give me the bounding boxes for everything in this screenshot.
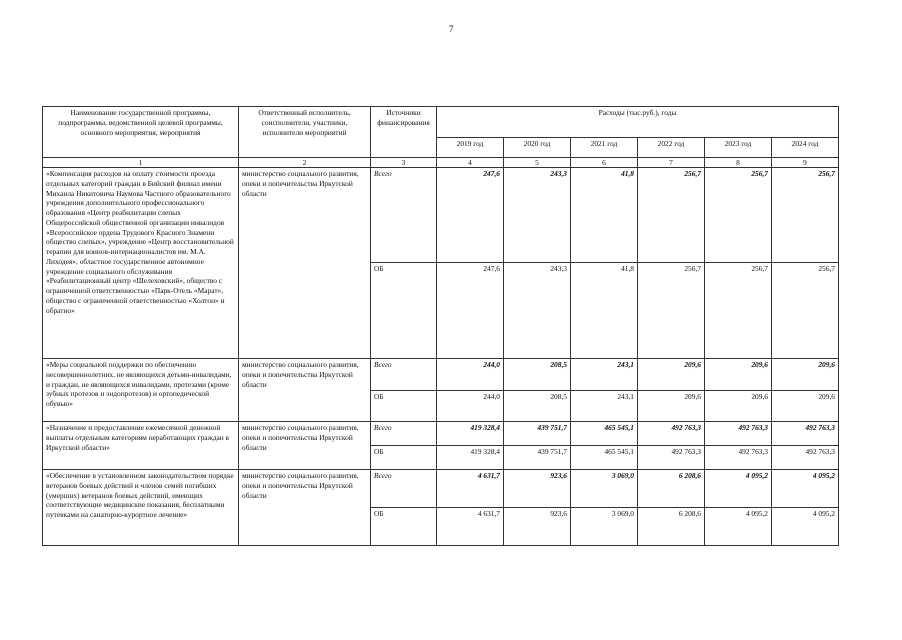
- ob-value: 256,7: [772, 263, 839, 359]
- column-number: 9: [772, 158, 839, 168]
- header-year: 2024 год: [772, 138, 839, 158]
- ob-value: 209,6: [772, 391, 839, 422]
- total-value: 256,7: [772, 168, 839, 263]
- expenses-table: [42, 106, 839, 546]
- total-value: 4 095,2: [772, 470, 839, 508]
- activity-name: «Меры социальной поддержки по обеспечению несовершеннолетних, не являющихся детьми-инвалидами, и граждан, не являющихся инвалидами, протезами (кроме зубных протезов и эндопротезов) и ортопедической обувью»: [43, 359, 239, 422]
- total-value: 256,7: [705, 168, 772, 263]
- table-row: [43, 168, 839, 263]
- header-name: Наименование государственной программы, подпрограммы, ведомственной целевой программы, основного мероприятия, мероприятия: [43, 107, 239, 158]
- ob-value: 492 763,3: [772, 446, 839, 470]
- header-year: 2023 год: [705, 138, 772, 158]
- source-total-label: Всего: [371, 168, 437, 263]
- table-row: [43, 422, 839, 446]
- ob-value: 3 069,0: [571, 508, 638, 546]
- source-ob-label: ОБ: [371, 391, 437, 422]
- ob-value: 923,6: [504, 508, 571, 546]
- ob-value: 492 763,3: [638, 446, 705, 470]
- column-number: 6: [571, 158, 638, 168]
- total-value: 6 208,6: [638, 470, 705, 508]
- column-numbers-row: [43, 158, 839, 168]
- executor-name: министерство социального развития, опеки и попечительства Иркутской области: [239, 168, 371, 359]
- total-value: 439 751,7: [504, 422, 571, 446]
- page-number: 7: [449, 24, 454, 34]
- activity-name: «Компенсация расходов на оплату стоимости проезда отдельных категорий граждан в Бийский филиал имени Михаила Никитовича Наумова Частного образовательного учреждения дополнительного профессионального образования «Центр реабилитации слепых Общероссийской общественной организации инвалидов «Всероссийское ордена Трудового Красного Знамени общество слепых», учреждение «Центр восстановительной терапии для воинов-интернационалистов им. М.А. Лиходея», областное государственное автономное учреждение социального обслуживания «Реабилитационный центр «Шелеховский», общество с ограниченной ответственностью «Парк-Отель «Марат», общество с ограниченной ответственностью «Холтон» и обратно»: [43, 168, 239, 359]
- column-number: 5: [504, 158, 571, 168]
- total-value: 465 545,1: [571, 422, 638, 446]
- source-total-label: Всего: [371, 470, 437, 508]
- executor-name: министерство социального развития, опеки и попечительства Иркутской области: [239, 359, 371, 422]
- total-value: 256,7: [638, 168, 705, 263]
- source-ob-label: ОБ: [371, 446, 437, 470]
- column-number: 4: [437, 158, 504, 168]
- total-value: 208,5: [504, 359, 571, 391]
- total-value: 4 095,2: [705, 470, 772, 508]
- total-value: 244,0: [437, 359, 504, 391]
- column-number: 1: [43, 158, 239, 168]
- total-value: 419 328,4: [437, 422, 504, 446]
- column-number: 8: [705, 158, 772, 168]
- ob-value: 4 631,7: [437, 508, 504, 546]
- source-ob-label: ОБ: [371, 508, 437, 546]
- ob-value: 247,6: [437, 263, 504, 359]
- total-value: 923,6: [504, 470, 571, 508]
- table-row: [43, 359, 839, 391]
- column-number: 7: [638, 158, 705, 168]
- ob-value: 209,6: [705, 391, 772, 422]
- ob-value: 492 763,3: [705, 446, 772, 470]
- ob-value: 256,7: [705, 263, 772, 359]
- table-row: [43, 470, 839, 508]
- source-total-label: Всего: [371, 422, 437, 446]
- ob-value: 4 095,2: [705, 508, 772, 546]
- total-value: 247,6: [437, 168, 504, 263]
- total-value: 209,6: [772, 359, 839, 391]
- ob-value: 6 208,6: [638, 508, 705, 546]
- source-total-label: Всего: [371, 359, 437, 391]
- header-year: 2020 год: [504, 138, 571, 158]
- source-ob-label: ОБ: [371, 263, 437, 359]
- ob-value: 244,0: [437, 391, 504, 422]
- ob-value: 4 095,2: [772, 508, 839, 546]
- total-value: 4 631,7: [437, 470, 504, 508]
- executor-name: министерство социального развития, опеки и попечительства Иркутской области: [239, 470, 371, 546]
- total-value: 243,1: [571, 359, 638, 391]
- executor-name: министерство социального развития, опеки и попечительства Иркутской области: [239, 422, 371, 470]
- total-value: 492 763,3: [705, 422, 772, 446]
- total-value: 243,3: [504, 168, 571, 263]
- header-executor: Ответственный исполнитель, соисполнители, участники, исполнители мероприятий: [239, 107, 371, 158]
- header-expenses: Расходы (тыс.руб.), годы: [437, 107, 839, 138]
- total-value: 209,6: [705, 359, 772, 391]
- header-year: 2021 год: [571, 138, 638, 158]
- activity-name: «Обеспечение в установленном законодательством порядке ветеранов боевых действий и членов семей погибших (умерших) ветеранов боевых действий, имеющих соответствующие медицинские показания, бесплатными путевками на санаторно-курортное лечение»: [43, 470, 239, 546]
- ob-value: 419 328,4: [437, 446, 504, 470]
- ob-value: 439 751,7: [504, 446, 571, 470]
- ob-value: 243,3: [504, 263, 571, 359]
- ob-value: 243,1: [571, 391, 638, 422]
- total-value: 492 763,3: [638, 422, 705, 446]
- header-year: 2019 год: [437, 138, 504, 158]
- total-value: 492 763,3: [772, 422, 839, 446]
- ob-value: 465 545,1: [571, 446, 638, 470]
- header-year: 2022 год: [638, 138, 705, 158]
- total-value: 41,8: [571, 168, 638, 263]
- ob-value: 256,7: [638, 263, 705, 359]
- total-value: 3 069,0: [571, 470, 638, 508]
- ob-value: 41,8: [571, 263, 638, 359]
- ob-value: 208,5: [504, 391, 571, 422]
- total-value: 209,6: [638, 359, 705, 391]
- header-source: Источники финансирования: [371, 107, 437, 158]
- column-number: 3: [371, 158, 437, 168]
- activity-name: «Назначение и предоставление ежемесячной денежной выплаты отдельным категориям неработающих граждан в Иркутской области»: [43, 422, 239, 470]
- ob-value: 209,6: [638, 391, 705, 422]
- column-number: 2: [239, 158, 371, 168]
